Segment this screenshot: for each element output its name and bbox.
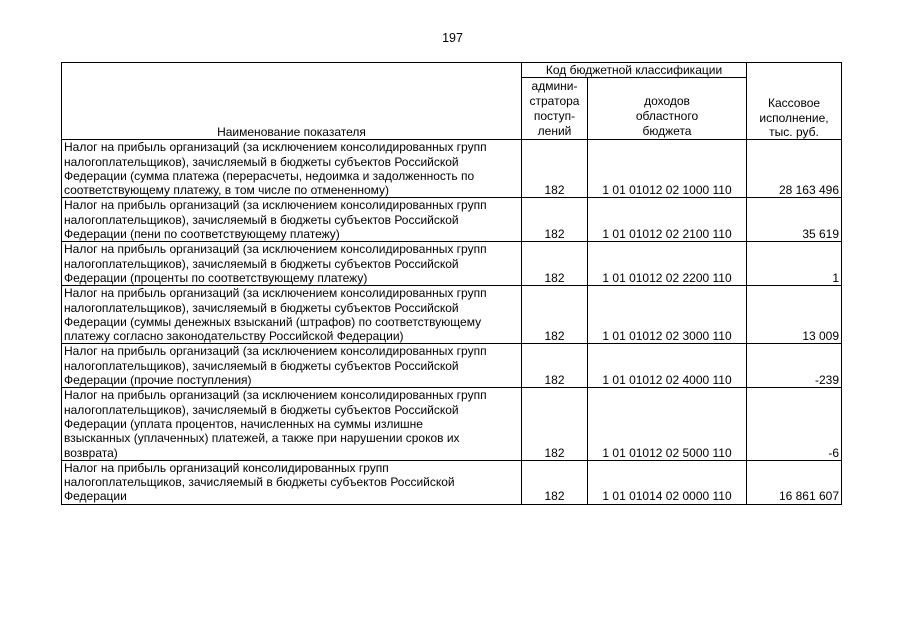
header-indicator-name: Наименование показателя [62,63,522,140]
indicator-name-line: Налог на прибыль организаций (за исключением консолидированных групп [64,344,487,359]
indicator-name-line: Федерации (пени по соответствующему платежу) [64,227,340,242]
cash-execution-cell: 13 009 [747,286,842,344]
table-row [62,388,842,460]
indicator-name-line: Федерации (сумма платежа (перерасчеты, недоимка и задолженность по [64,168,475,183]
indicator-name-line: налогоплательщиков), зачисляемый в бюджеты субъектов Российской [64,256,459,271]
indicator-name-line: налогоплательщиков), зачисляемый в бюджеты субъектов Российской [64,402,459,417]
table-row [62,344,842,388]
administrator-code-cell: 182 [522,460,588,504]
indicator-name-cell [62,140,522,198]
administrator-code-cell: 182 [522,140,588,198]
table-row [62,198,842,242]
indicator-name-line: Федерации (прочие поступления) [64,373,252,388]
table-row [62,242,842,286]
indicator-name-cell [62,460,522,504]
income-code-cell: 1 01 01012 02 4000 110 [588,344,747,388]
table-row [62,140,842,198]
indicator-name-line: соответствующему платежу, в том числе по отмененному) [64,183,390,198]
indicator-name-cell [62,388,522,460]
cash-execution-cell: -239 [747,344,842,388]
administrator-code-cell: 182 [522,388,588,460]
administrator-code-cell: 182 [522,286,588,344]
indicator-name-line: Налог на прибыль организаций (за исключением консолидированных групп [64,286,487,301]
indicator-name-cell [62,344,522,388]
indicator-name-line: Налог на прибыль организаций консолидированных групп [64,460,389,475]
income-code-cell: 1 01 01012 02 3000 110 [588,286,747,344]
indicator-name-line: налогоплательщиков), зачисляемый в бюджеты субъектов Российской [64,212,459,227]
indicator-name-line: налогоплательщиков), зачисляемый в бюджеты субъектов Российской [64,300,459,315]
header-regional-budget-income: доходов областного бюджета [588,78,747,140]
indicator-name-line: налогоплательщиков, зачисляемый в бюджеты субъектов Российской [64,475,455,490]
administrator-code-cell: 182 [522,344,588,388]
indicator-name-line: взысканных (уплаченных) платежей, а также при нарушении сроков их [64,431,460,446]
table-body [62,140,842,504]
income-code-cell: 1 01 01012 02 2100 110 [588,198,747,242]
indicator-name-cell [62,286,522,344]
cash-execution-cell: 35 619 [747,198,842,242]
cash-execution-cell: 28 163 496 [747,140,842,198]
indicator-name-line: Федерации (проценты по соответствующему платежу) [64,270,368,285]
income-code-cell: 1 01 01012 02 5000 110 [588,388,747,460]
cash-execution-cell: 16 861 607 [747,460,842,504]
indicator-name-cell [62,198,522,242]
indicator-name-line: Федерации (уплата процентов, начисленных на суммы излишне [64,416,423,431]
indicator-name-line: Налог на прибыль организаций (за исключением консолидированных групп [64,388,487,403]
page-number: 197 [442,31,463,45]
income-code-cell: 1 01 01014 02 0000 110 [588,460,747,504]
header-administrator: админи- стратора поступ- лений [522,78,588,140]
cash-execution-cell: -6 [747,388,842,460]
indicator-name-line: возврата) [64,445,118,460]
indicator-name-line: Налог на прибыль организаций (за исключением консолидированных групп [64,140,487,155]
table-row [62,286,842,344]
indicator-name-cell [62,242,522,286]
income-code-cell: 1 01 01012 02 1000 110 [588,140,747,198]
administrator-code-cell: 182 [522,198,588,242]
indicator-name-line: платежу согласно законодательству Российской Федерации) [64,329,404,344]
indicator-name-line: Федерации (суммы денежных взысканий (штрафов) по соответствующему [64,314,482,329]
header-cash-execution: Кассовое исполнение, тыс. руб. [747,63,842,140]
table-row [62,460,842,504]
cash-execution-cell: 1 [747,242,842,286]
header-classification-code: Код бюджетной классификации [522,63,747,78]
indicator-name-line: Налог на прибыль организаций (за исключением консолидированных групп [64,198,487,213]
indicator-name-line: налогоплательщиков), зачисляемый в бюджеты субъектов Российской [64,358,459,373]
income-code-cell: 1 01 01012 02 2200 110 [588,242,747,286]
indicator-name-line: налогоплательщиков), зачисляемый в бюджеты субъектов Российской [64,154,459,169]
administrator-code-cell: 182 [522,242,588,286]
budget-revenue-table [61,62,842,505]
indicator-name-line: Налог на прибыль организаций (за исключением консолидированных групп [64,242,487,257]
indicator-name-line: Федерации [64,489,127,504]
